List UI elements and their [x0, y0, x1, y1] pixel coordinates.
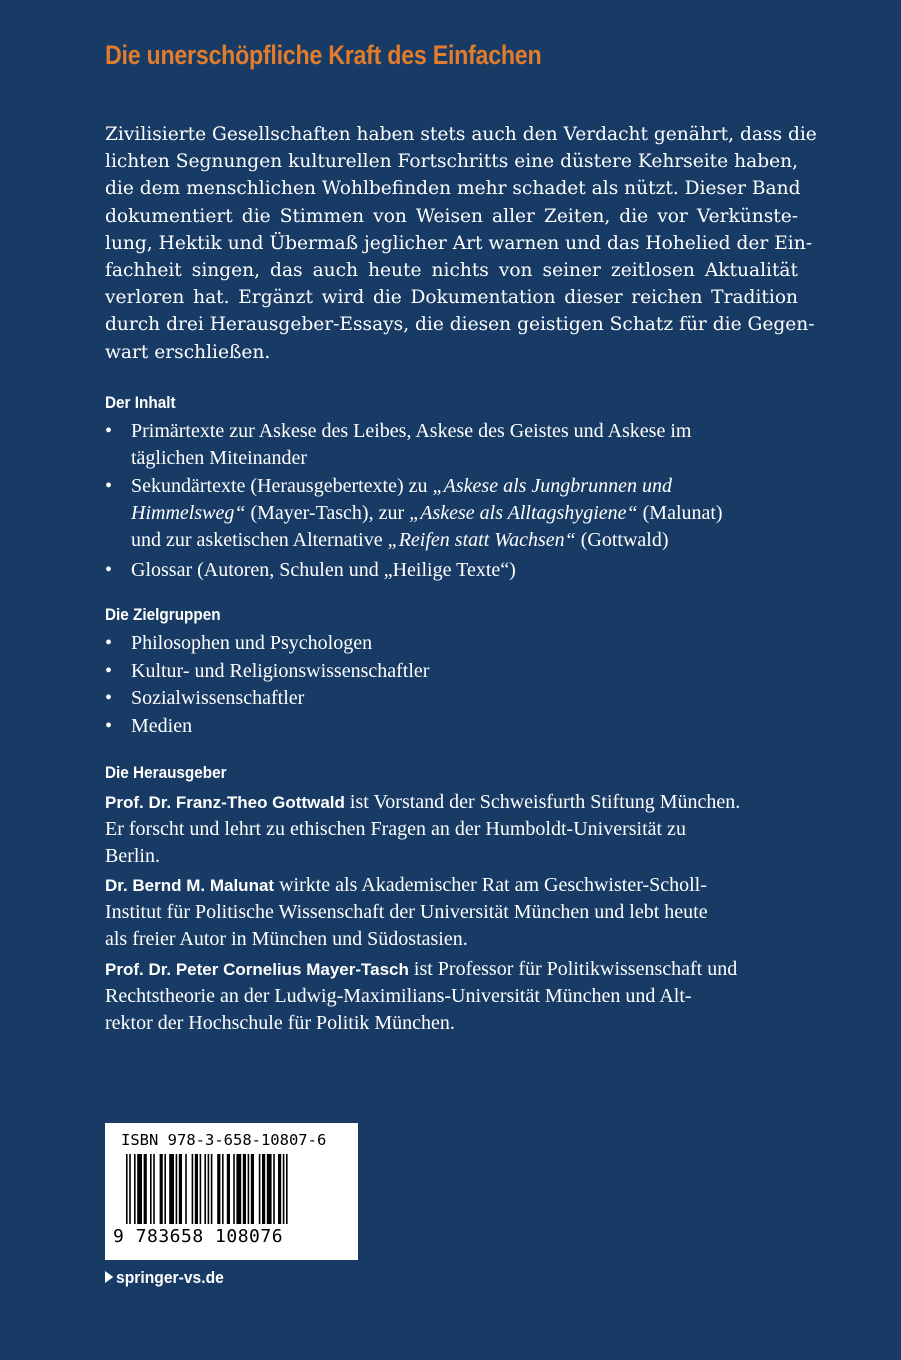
bullet-icon: •	[105, 559, 113, 581]
editor-bio: ist Vorstand der Schweisfurth Stiftung München.	[344, 791, 741, 813]
barcode-bar	[236, 1154, 241, 1224]
barcode-bar	[150, 1154, 152, 1224]
bullet-icon: •	[105, 660, 113, 682]
barcode-bar	[251, 1154, 254, 1224]
inhalt-item-2-title: „Askese als Alltagshygiene“	[409, 502, 638, 524]
inhalt-item-2-text: und zur asketischen Alternative	[131, 529, 388, 551]
barcode-bar	[217, 1154, 220, 1224]
editor-name: Prof. Dr. Franz-Theo Gottwald	[105, 793, 345, 812]
barcode-bars	[126, 1154, 348, 1232]
bullet-icon: •	[105, 632, 113, 654]
inhalt-item-1-line-1: Primärtexte zur Askese des Leibes, Askese des Geistes und Askese im	[131, 420, 692, 442]
publisher-url: springer-vs.de	[116, 1268, 224, 1287]
barcode-bar	[283, 1154, 285, 1224]
editor-name: Dr. Bernd M. Malunat	[105, 876, 275, 895]
herausgeber-3-line-1	[105, 958, 737, 981]
herausgeber-3-line-3: rektor der Hochschule für Politik München.	[105, 1012, 455, 1034]
herausgeber-2-line-2: Institut für Politische Wissenschaft der Universität München und lebt heute	[105, 901, 708, 923]
bullet-icon: •	[105, 420, 113, 442]
barcode-bar	[195, 1154, 198, 1224]
blurb-paragraph	[105, 121, 817, 366]
publisher-link[interactable]	[105, 1268, 224, 1288]
inhalt-item-2-text: (Mayer-Tasch), zur	[245, 502, 410, 524]
blurb-line: dokumentiert die Stimmen von Weisen aller Zeiten, die vor Verkünste-	[105, 205, 798, 227]
barcode-bar	[211, 1154, 213, 1224]
barcode-bar	[153, 1154, 155, 1224]
barcode-bar	[185, 1154, 187, 1224]
barcode-bar	[262, 1154, 265, 1224]
inhalt-item-2-title: „Reifen statt Wachsen“	[387, 529, 576, 551]
inhalt-item-2-text: (Gottwald)	[575, 529, 669, 551]
barcode-bar	[204, 1154, 206, 1224]
bullet-icon: •	[105, 687, 113, 709]
barcode-bar	[286, 1154, 288, 1224]
barcode-bar	[160, 1154, 163, 1224]
inhalt-item-2-line-3	[131, 529, 669, 552]
barcode-bar	[126, 1154, 128, 1224]
barcode-bar	[233, 1154, 235, 1224]
barcode-bar	[164, 1154, 166, 1224]
arrow-icon	[105, 1271, 113, 1283]
blurb-line: lung, Hektik und Übermaß jeglicher Art warnen und das Hohelied der Ein-	[105, 232, 812, 254]
bullet-icon: •	[105, 715, 113, 737]
inhalt-item-2-title: „Askese als Jungbrunnen und	[432, 475, 672, 497]
zielgruppe-item: Kultur- und Religionswissenschaftler	[131, 660, 430, 682]
barcode-bar	[192, 1154, 194, 1224]
blurb-line: durch drei Herausgeber-Essays, die diesen geistigen Schatz für die Gegen-	[105, 314, 815, 336]
barcode-bar	[243, 1154, 246, 1224]
barcode-bar	[129, 1154, 131, 1224]
inhalt-item-2-text: (Malunat)	[637, 502, 723, 524]
herausgeber-3-line-2: Rechtstheorie an der Ludwig-Maximilians-Universität München und Alt-	[105, 985, 692, 1007]
herausgeber-1-line-1	[105, 791, 740, 814]
isbn-label: ISBN 978-3-658-10807-6	[121, 1131, 327, 1149]
barcode-bar	[134, 1154, 136, 1224]
zielgruppen-heading: Die Zielgruppen	[105, 605, 221, 624]
barcode-bar	[208, 1154, 210, 1224]
inhalt-item-2-line-1	[131, 475, 672, 498]
herausgeber-2-line-1	[105, 874, 707, 897]
zielgruppe-item: Sozialwissenschaftler	[131, 687, 305, 709]
zielgruppe-item: Philosophen und Psychologen	[131, 632, 373, 654]
editor-bio: wirkte als Akademischer Rat am Geschwister-Scholl-	[274, 874, 707, 896]
herausgeber-2-line-3: als freier Autor in München und Südostasien.	[105, 928, 468, 950]
blurb-line: lichten Segnungen kulturellen Fortschritts eine düstere Kehrseite haben,	[105, 151, 798, 173]
blurb-line: wart erschließen.	[105, 341, 271, 363]
inhalt-item-3: Glossar (Autoren, Schulen und „Heilige Texte“)	[131, 559, 516, 581]
bullet-icon: •	[105, 475, 113, 497]
editor-bio: ist Professor für Politikwissenschaft und	[408, 958, 738, 980]
barcode-bar	[267, 1154, 272, 1224]
barcode-bar	[137, 1154, 142, 1224]
cover-title: Die unerschöpfliche Kraft des Einfachen	[105, 40, 542, 70]
barcode-bar	[273, 1154, 275, 1224]
inhalt-item-1-line-2: täglichen Miteinander	[131, 447, 308, 469]
barcode-bar	[176, 1154, 178, 1224]
barcode-bar	[179, 1154, 182, 1224]
barcode-bar	[227, 1154, 230, 1224]
herausgeber-heading: Die Herausgeber	[105, 763, 227, 782]
barcode-bar	[144, 1154, 147, 1224]
zielgruppe-item: Medien	[131, 715, 193, 737]
inhalt-item-2-line-2	[131, 502, 723, 525]
barcode-bar	[278, 1154, 281, 1224]
herausgeber-1-line-2: Er forscht und lehrt zu ethischen Fragen an der Humboldt-Universität zu	[105, 818, 686, 840]
editor-name: Prof. Dr. Peter Cornelius Mayer-Tasch	[105, 960, 409, 979]
inhalt-heading: Der Inhalt	[105, 393, 176, 412]
barcode-bar	[169, 1154, 174, 1224]
barcode-bar	[248, 1154, 250, 1224]
barcode-bar	[200, 1154, 202, 1224]
herausgeber-1-line-3: Berlin.	[105, 845, 160, 867]
blurb-line: Zivilisierte Gesellschaften haben stets auch den Verdacht genährt, dass die	[105, 124, 817, 145]
blurb-line: fachheit singen, das auch heute nichts von seiner zeitlosen Aktualität	[105, 260, 798, 282]
inhalt-item-2-title: Himmelsweg“	[131, 502, 246, 524]
blurb-line: die dem menschlichen Wohlbefinden mehr schadet als nützt. Dieser Band	[105, 178, 801, 200]
inhalt-item-2-text: Sekundärtexte (Herausgebertexte) zu	[131, 475, 433, 497]
barcode-bar	[222, 1154, 224, 1224]
blurb-line: verloren hat. Ergänzt wird die Dokumentation dieser reichen Tradition	[105, 287, 798, 309]
barcode-bar	[259, 1154, 261, 1224]
barcode-digits: 9 783658 108076	[113, 1226, 284, 1247]
